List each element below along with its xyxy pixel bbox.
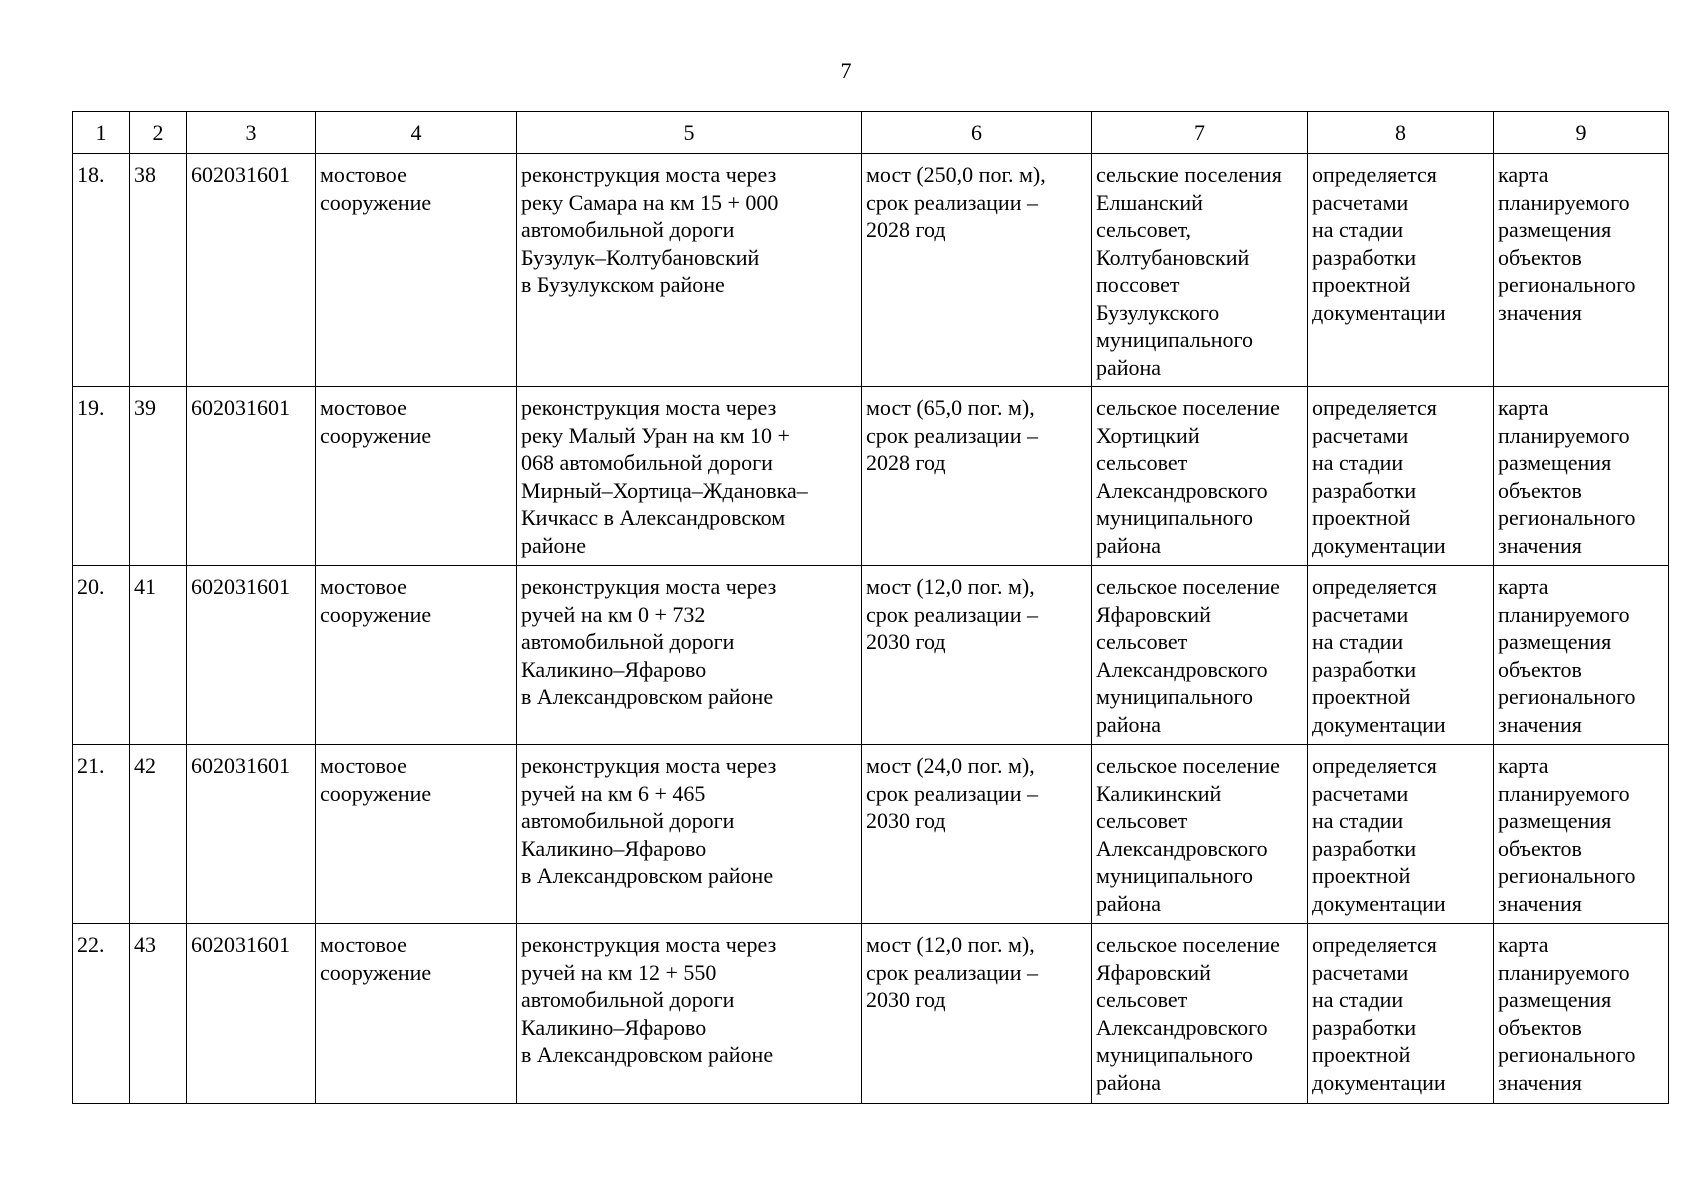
location-cell <box>1092 924 1308 1104</box>
header-row <box>73 112 1669 154</box>
code-cell <box>130 924 187 1104</box>
object-description: реконструкция моста через ручей на км 6 + 465 автомобильной дороги Каликино–Яфарово в Александровском районе <box>521 753 777 888</box>
table-body <box>73 154 1669 1104</box>
description-cell <box>517 154 862 387</box>
type-cell <box>316 387 517 566</box>
object-type: мостовое сооружение <box>320 932 432 985</box>
page-number: 7 <box>840 58 852 83</box>
id-cell <box>187 154 316 387</box>
characteristics-cell <box>862 566 1092 745</box>
type-cell <box>316 154 517 387</box>
object-type: мостовое сооружение <box>320 574 432 627</box>
row-number: 21. <box>77 753 105 778</box>
type-cell <box>316 745 517 924</box>
object-id: 602031601 <box>191 574 290 599</box>
table-row <box>73 924 1669 1104</box>
object-map: карта планируемого размещения объектов регионального значения <box>1498 574 1636 737</box>
object-code: 41 <box>134 574 156 599</box>
id-cell <box>187 924 316 1104</box>
row-number-cell <box>73 387 130 566</box>
object-zone: определяется расчетами на стадии разработки проектной документации <box>1312 753 1446 916</box>
object-type: мостовое сооружение <box>320 753 432 806</box>
row-number: 18. <box>77 162 105 187</box>
code-cell <box>130 566 187 745</box>
description-cell <box>517 566 862 745</box>
row-number-cell <box>73 924 130 1104</box>
description-cell <box>517 924 862 1104</box>
table-row <box>73 566 1669 745</box>
object-id: 602031601 <box>191 162 290 187</box>
column-header-6: 6 <box>862 112 1092 154</box>
id-cell <box>187 387 316 566</box>
location-cell <box>1092 745 1308 924</box>
characteristics-cell <box>862 924 1092 1104</box>
map-cell <box>1494 924 1669 1104</box>
zone-cell <box>1308 745 1494 924</box>
location-cell <box>1092 154 1308 387</box>
column-header-1: 1 <box>73 112 130 154</box>
object-location: сельские поселения Елшанский сельсовет, Колтубановский поссовет Бузулукского муниципального района <box>1096 162 1282 380</box>
object-zone: определяется расчетами на стадии разработки проектной документации <box>1312 162 1446 325</box>
object-characteristics: мост (65,0 пог. м), срок реализации – 2028 год <box>866 395 1038 475</box>
object-code: 43 <box>134 932 156 957</box>
type-cell <box>316 924 517 1104</box>
code-cell <box>130 387 187 566</box>
object-description: реконструкция моста через реку Самара на км 15 + 000 автомобильной дороги Бузулук–Колтубановский в Бузулукском районе <box>521 162 779 297</box>
object-id: 602031601 <box>191 932 290 957</box>
code-cell <box>130 745 187 924</box>
object-map: карта планируемого размещения объектов регионального значения <box>1498 395 1636 558</box>
object-zone: определяется расчетами на стадии разработки проектной документации <box>1312 932 1446 1095</box>
column-header-2: 2 <box>130 112 187 154</box>
map-cell <box>1494 566 1669 745</box>
object-location: сельское поселение Яфаровский сельсовет Александровского муниципального района <box>1096 574 1280 737</box>
object-zone: определяется расчетами на стадии разработки проектной документации <box>1312 395 1446 558</box>
row-number-cell <box>73 154 130 387</box>
table-row <box>73 745 1669 924</box>
object-characteristics: мост (24,0 пог. м), срок реализации – 2030 год <box>866 753 1038 833</box>
object-code: 38 <box>134 162 156 187</box>
row-number: 20. <box>77 574 105 599</box>
object-map: карта планируемого размещения объектов регионального значения <box>1498 753 1636 916</box>
object-id: 602031601 <box>191 753 290 778</box>
description-cell <box>517 387 862 566</box>
object-location: сельское поселение Хортицкий сельсовет Александровского муниципального района <box>1096 395 1280 558</box>
object-code: 42 <box>134 753 156 778</box>
type-cell <box>316 566 517 745</box>
characteristics-cell <box>862 154 1092 387</box>
object-description: реконструкция моста через ручей на км 0 + 732 автомобильной дороги Каликино–Яфарово в Александровском районе <box>521 574 777 709</box>
row-number: 19. <box>77 395 105 420</box>
row-number-cell <box>73 566 130 745</box>
zone-cell <box>1308 387 1494 566</box>
object-characteristics: мост (12,0 пог. м), срок реализации – 2030 год <box>866 932 1038 1012</box>
object-location: сельское поселение Каликинский сельсовет Александровского муниципального района <box>1096 753 1280 916</box>
id-cell <box>187 745 316 924</box>
characteristics-cell <box>862 745 1092 924</box>
object-code: 39 <box>134 395 156 420</box>
table-row <box>73 154 1669 387</box>
object-characteristics: мост (250,0 пог. м), срок реализации – 2028 год <box>866 162 1046 242</box>
zone-cell <box>1308 924 1494 1104</box>
objects-table <box>72 111 1669 1104</box>
object-type: мостовое сооружение <box>320 162 432 215</box>
characteristics-cell <box>862 387 1092 566</box>
object-map: карта планируемого размещения объектов регионального значения <box>1498 932 1636 1095</box>
table-header <box>73 112 1669 154</box>
id-cell <box>187 566 316 745</box>
location-cell <box>1092 387 1308 566</box>
location-cell <box>1092 566 1308 745</box>
map-cell <box>1494 154 1669 387</box>
object-location: сельское поселение Яфаровский сельсовет Александровского муниципального района <box>1096 932 1280 1095</box>
zone-cell <box>1308 154 1494 387</box>
object-characteristics: мост (12,0 пог. м), срок реализации – 2030 год <box>866 574 1038 654</box>
object-description: реконструкция моста через ручей на км 12 + 550 автомобильной дороги Каликино–Яфарово в Александровском районе <box>521 932 777 1067</box>
table-row <box>73 387 1669 566</box>
zone-cell <box>1308 566 1494 745</box>
map-cell <box>1494 745 1669 924</box>
object-description: реконструкция моста через реку Малый Уран на км 10 + 068 автомобильной дороги Мирный–Хортица–Ждановка– Кичкасс в Александровском районе <box>521 395 808 558</box>
row-number: 22. <box>77 932 105 957</box>
object-zone: определяется расчетами на стадии разработки проектной документации <box>1312 574 1446 737</box>
code-cell <box>130 154 187 387</box>
object-type: мостовое сооружение <box>320 395 432 448</box>
column-header-4: 4 <box>316 112 517 154</box>
object-id: 602031601 <box>191 395 290 420</box>
column-header-9: 9 <box>1494 112 1669 154</box>
row-number-cell <box>73 745 130 924</box>
description-cell <box>517 745 862 924</box>
column-header-8: 8 <box>1308 112 1494 154</box>
map-cell <box>1494 387 1669 566</box>
object-map: карта планируемого размещения объектов регионального значения <box>1498 162 1636 325</box>
column-header-5: 5 <box>517 112 862 154</box>
column-header-3: 3 <box>187 112 316 154</box>
column-header-7: 7 <box>1092 112 1308 154</box>
